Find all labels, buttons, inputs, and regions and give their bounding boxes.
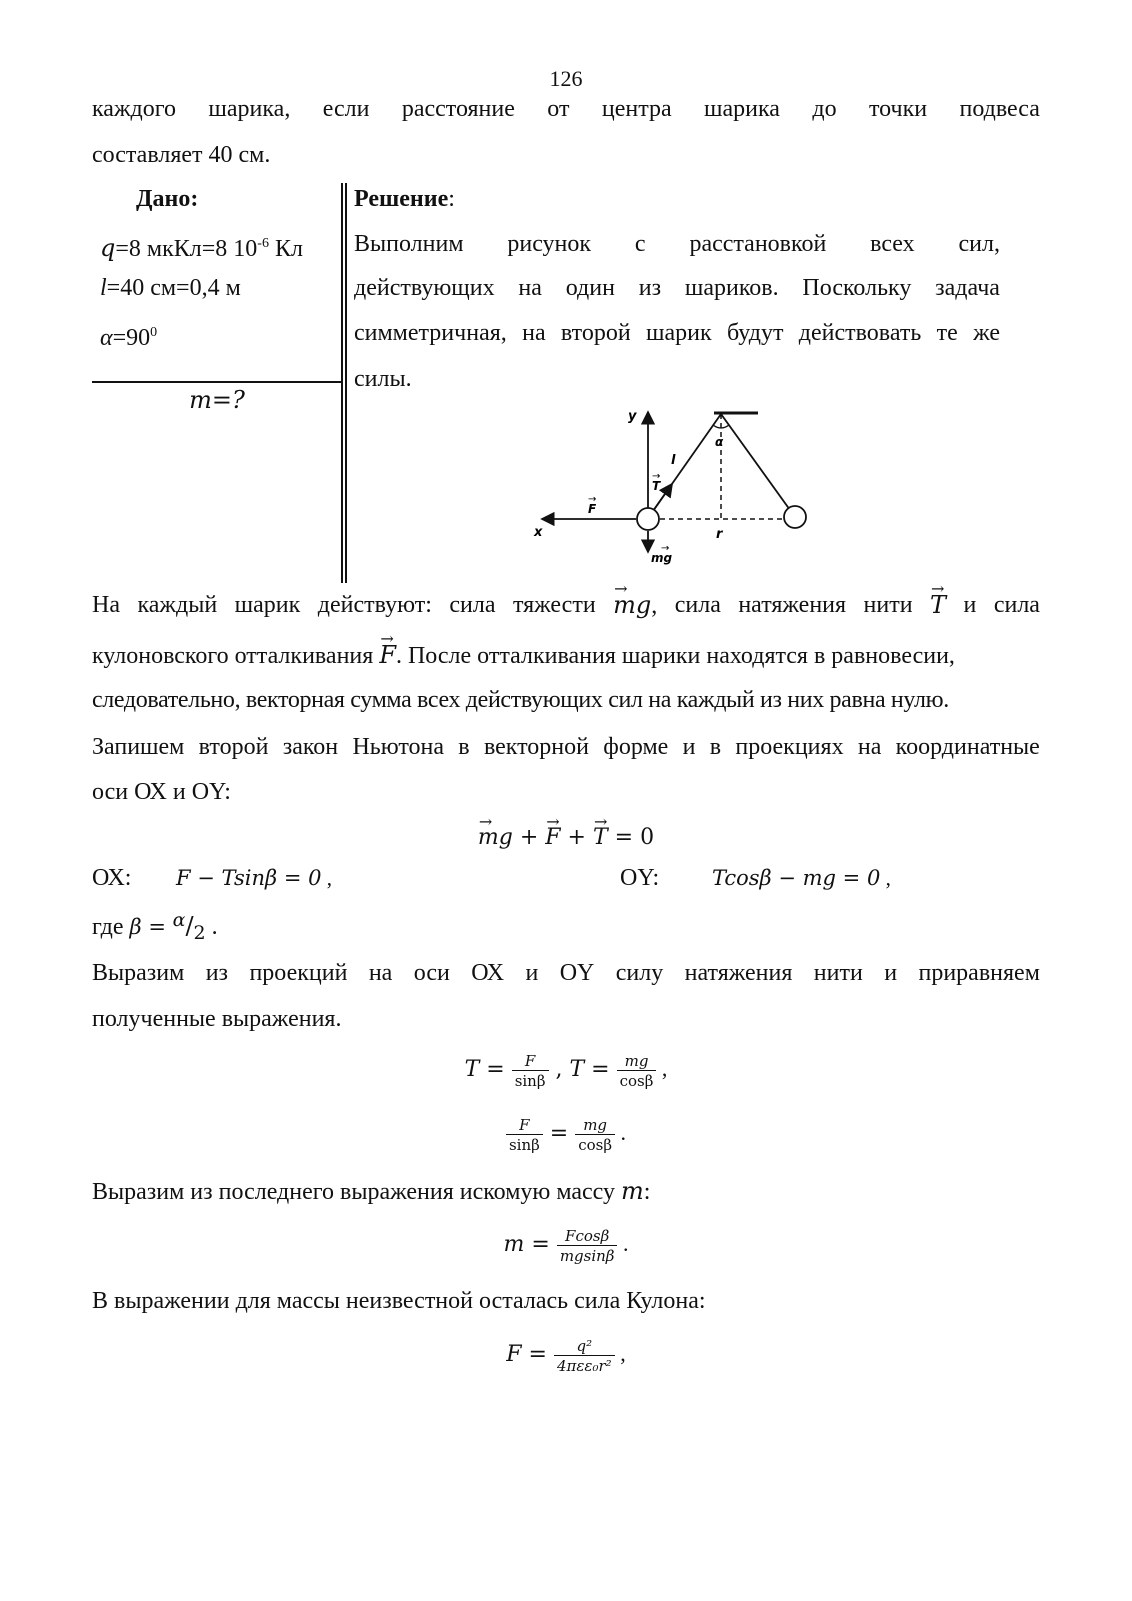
eq-vector-sum: → mg + → F + → T = 0 bbox=[0, 822, 1132, 853]
oy-label: ОY: bbox=[620, 865, 660, 891]
F-vector: → F bbox=[379, 640, 396, 670]
ball-right bbox=[784, 506, 806, 528]
body-line-9: В выражении для массы неизвестной осталась сила Кулона: bbox=[92, 1288, 706, 1314]
word: шарик bbox=[646, 320, 712, 346]
word: Выполним bbox=[354, 231, 464, 257]
word: рисунок bbox=[507, 231, 592, 257]
word: и bbox=[682, 734, 696, 760]
label-T-arrow: → bbox=[652, 471, 661, 482]
eq-tension-equal: $\frac{F}{\sin\beta}$ = $\frac{mg}{\cos\beta}$ . bbox=[0, 1108, 1132, 1159]
word: проекций bbox=[249, 960, 348, 986]
given-alpha bbox=[100, 318, 157, 353]
l-value: =40 см=0,4 м bbox=[106, 275, 241, 301]
body-line-8: Выразим из последнего выражения искомую массу m: bbox=[92, 1177, 651, 1205]
given-header: Дано: bbox=[136, 186, 199, 212]
label-r: r bbox=[716, 527, 723, 542]
label-mg-arrow: → bbox=[661, 543, 670, 554]
word: на bbox=[857, 734, 882, 760]
label-l: l bbox=[671, 453, 676, 468]
word: на bbox=[522, 320, 546, 346]
T-vector: → T bbox=[930, 590, 946, 621]
solution-line-1 bbox=[354, 229, 1000, 259]
label-alpha: α bbox=[715, 435, 724, 449]
word: форме bbox=[603, 734, 669, 760]
word: из bbox=[638, 275, 662, 301]
word: Запишем bbox=[92, 734, 185, 760]
given-l bbox=[100, 273, 241, 303]
eq-coulomb: F = $\frac{\text{q²}}{\text{4πεε₀r²}}$ , bbox=[506, 1336, 626, 1375]
word: будут bbox=[726, 320, 784, 346]
ox-equation: F − Tsinβ = 0 , bbox=[176, 866, 332, 890]
word: Выразим bbox=[92, 960, 185, 986]
eq-mass: m = $\frac{Fcos\beta}{mgsin\beta}$ . bbox=[503, 1226, 629, 1265]
word: и bbox=[884, 960, 898, 986]
word: действующих bbox=[354, 275, 495, 301]
body-line-1: На каждый шарик действуют: сила тяжести → mg, сила натяжения нити → T и сила bbox=[92, 590, 1040, 621]
eq-tension-pair: T = $\frac{F}{\sin\beta}$ , T = $\frac{mg}{\cos\beta}$ , bbox=[464, 1051, 668, 1090]
body-line-6 bbox=[92, 958, 1040, 988]
label-y: y bbox=[628, 409, 637, 424]
word: Ньютона bbox=[352, 734, 444, 760]
body-line-7: полученные выражения. bbox=[92, 1006, 342, 1032]
word: ОY bbox=[559, 960, 595, 986]
word: шарика, bbox=[208, 96, 291, 122]
word: подвеса bbox=[959, 96, 1040, 122]
word: векторной bbox=[483, 734, 589, 760]
word: симметричная, bbox=[354, 320, 507, 346]
q-unit: Кл bbox=[268, 236, 303, 262]
label-T: T bbox=[652, 479, 661, 493]
word: точки bbox=[868, 96, 928, 122]
q-exponent: -6 bbox=[257, 236, 269, 251]
word: сил, bbox=[958, 231, 1000, 257]
word: оси bbox=[413, 960, 450, 986]
word: каждого bbox=[92, 96, 176, 122]
label-F: F bbox=[588, 502, 597, 516]
word: приравняем bbox=[918, 960, 1040, 986]
word: второй bbox=[560, 320, 631, 346]
word: от bbox=[547, 96, 570, 122]
word: в bbox=[458, 734, 470, 760]
intro-line-2: составляет 40 см. bbox=[92, 142, 271, 168]
label-x: x bbox=[534, 525, 543, 540]
label-F-arrow: → bbox=[588, 494, 597, 505]
given-q bbox=[100, 229, 303, 264]
alpha-exponent: 0 bbox=[150, 325, 158, 340]
word: до bbox=[812, 96, 837, 122]
q-symbol: q bbox=[100, 234, 116, 262]
body-line-3: следовательно, векторная сумма всех действующих сил на каждый из них равна нулю. bbox=[92, 687, 949, 713]
word: если bbox=[322, 96, 370, 122]
word: в bbox=[709, 734, 722, 760]
page-number: 126 bbox=[549, 66, 583, 91]
word: действовать bbox=[798, 320, 922, 346]
solution-header: Решение: bbox=[354, 186, 455, 212]
body-line-2: кулоновского отталкивания → F. После отталкивания шарики находятся в равновесии, bbox=[92, 640, 1040, 671]
alpha-symbol: α bbox=[100, 325, 113, 351]
word: задача bbox=[935, 275, 1000, 301]
word: закон bbox=[282, 734, 339, 760]
word: проекциях bbox=[735, 734, 844, 760]
body-line-5: оси ОХ и ОY: bbox=[92, 779, 231, 805]
thread-right bbox=[721, 414, 790, 510]
l-symbol: l bbox=[100, 275, 107, 301]
given-bottom-rule bbox=[92, 381, 342, 383]
force-diagram bbox=[520, 400, 820, 575]
mg-vector: → mg bbox=[613, 590, 651, 620]
word: на bbox=[368, 960, 393, 986]
alpha-value: =90 bbox=[112, 325, 151, 351]
word: центра bbox=[601, 96, 672, 122]
word: натяжения bbox=[684, 960, 793, 986]
word: ОХ bbox=[471, 960, 505, 986]
word: расстановкой bbox=[689, 231, 827, 257]
word: один bbox=[565, 275, 615, 301]
ball-left bbox=[637, 508, 659, 530]
solution-line-4: силы. bbox=[354, 366, 412, 392]
word: же bbox=[973, 320, 1000, 346]
ox-label: ОХ: bbox=[92, 865, 132, 891]
table-vertical-divider bbox=[341, 183, 343, 583]
find-mass: m=? bbox=[189, 386, 245, 414]
word: силу bbox=[615, 960, 664, 986]
label-mg: mg bbox=[651, 551, 673, 565]
word: координатные bbox=[895, 734, 1040, 760]
word: те bbox=[936, 320, 958, 346]
word: из bbox=[205, 960, 229, 986]
word: нити bbox=[813, 960, 863, 986]
word: второй bbox=[198, 734, 269, 760]
word: расстояние bbox=[401, 96, 515, 122]
word: шариков. bbox=[684, 275, 779, 301]
solution-line-3 bbox=[354, 318, 1000, 348]
body-line-4 bbox=[92, 732, 1040, 762]
solution-line-2 bbox=[354, 273, 1000, 303]
word: с bbox=[634, 231, 646, 257]
where-beta: где $\beta = ^\alpha/_2$ . bbox=[92, 909, 218, 944]
word: шарика bbox=[704, 96, 780, 122]
intro-line-1 bbox=[92, 94, 1040, 124]
q-value: =8 мкКл=8 10 bbox=[115, 236, 258, 262]
oy-equation: Tcosβ − mg = 0 , bbox=[712, 866, 891, 890]
word: на bbox=[518, 275, 542, 301]
word: всех bbox=[870, 231, 915, 257]
word: Поскольку bbox=[802, 275, 912, 301]
table-vertical-divider-2 bbox=[345, 183, 347, 583]
word: и bbox=[525, 960, 539, 986]
